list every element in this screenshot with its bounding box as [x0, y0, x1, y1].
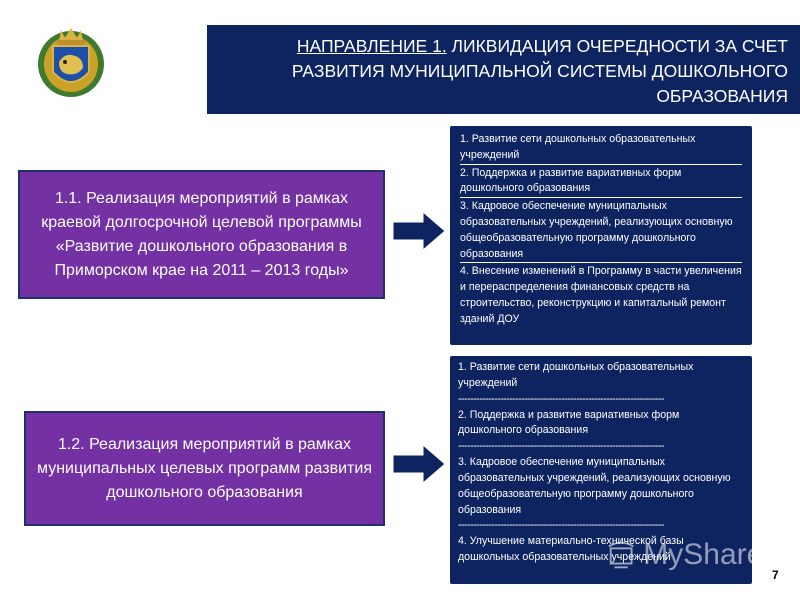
measure-1-1-text: 1.1. Реализация мероприятий в рамках краевой долгосрочной целевой программы «Развитие дошкольного образования в Приморском крае на 2011 – 2013 годы»: [41, 189, 362, 279]
dashed-separator: --------------------------------------------------------------------: [458, 519, 664, 532]
header-title-rest: ЛИКВИДАЦИЯ ОЧЕРЕДНОСТИ ЗА СЧЕТ РАЗВИТИЯ МУНИЦИПАЛЬНОЙ СИСТЕМЫ ДОШКОЛЬНОГО ОБРАЗОВАНИЯ: [291, 36, 788, 106]
arrow-right-icon: [391, 211, 447, 251]
dashed-separator: --------------------------------------------------------------------: [458, 392, 664, 405]
details-item: 3. Кадровое обеспечение муниципальных образовательных учреждений, реализующих основную общеобразовательную программу дошкольного образования: [460, 199, 742, 263]
measure-1-2-text: 1.2. Реализация мероприятий в рамках муниципальных целевых программ развития дошкольного образования: [37, 435, 372, 501]
coat-of-arms-emblem: [35, 22, 107, 100]
details-item: 1. Развитие сети дошкольных образовательных учреждений: [460, 132, 742, 165]
measure-1-2-box: [24, 411, 385, 526]
slide-header: [207, 25, 800, 114]
page-number: 7: [772, 568, 779, 582]
arrow-right-icon: [391, 444, 447, 484]
watermark: [605, 532, 780, 578]
details-item: 2. Поддержка и развитие вариативных форм дошкольного образования: [460, 166, 742, 199]
details-item: 4. Улучшение материально-технической базы дошкольных образовательных учреждений: [458, 535, 684, 564]
details-item: 3. Кадровое обеспечение муниципальных образовательных учреждений, реализующих основную общеобразовательную программу дошкольного образования: [458, 456, 731, 516]
details-item: 2. Поддержка и развитие вариативных форм дошкольного образования: [458, 408, 680, 437]
measure-1-1-box: [18, 170, 385, 299]
measure-1-1-details-panel: [450, 126, 752, 345]
details-item: 1. Развитие сети дошкольных образовательных учреждений: [458, 361, 694, 389]
dashed-separator: --------------------------------------------------------------------: [458, 440, 664, 453]
header-title-prefix: НАПРАВЛЕНИЕ 1.: [296, 36, 447, 56]
details-item: 4. Внесение изменений в Программу в части увеличения и перераспределения финансовых средств на строительство, реконструкцию и капитальный ремонт зданий ДОУ: [460, 265, 742, 325]
watermark-logo-icon: [605, 538, 637, 572]
watermark-text: MyShared: [643, 538, 780, 571]
